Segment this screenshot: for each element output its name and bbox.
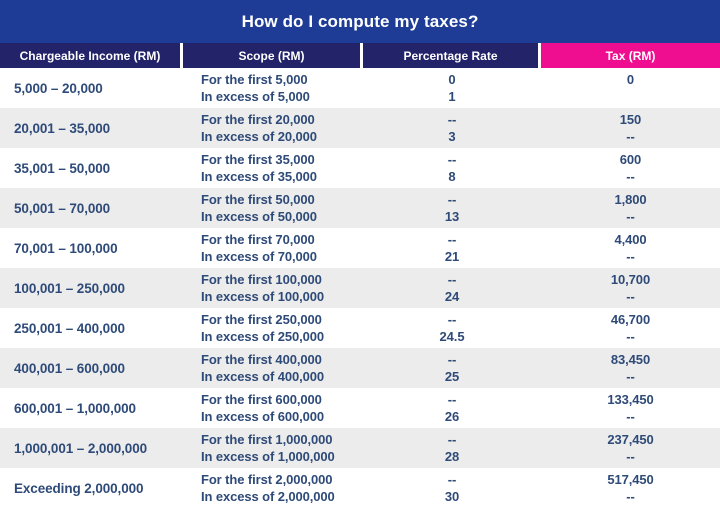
table-row [0, 108, 720, 148]
table-row [0, 148, 720, 188]
tax-line-2: -- [626, 449, 635, 464]
tax-cell [541, 431, 720, 465]
percentage-rate-cell [363, 351, 541, 385]
rate-line-2: 24 [444, 289, 460, 304]
tax-line-2: -- [626, 409, 635, 424]
scope-line-2: In excess of 35,000 [201, 169, 317, 184]
scope-cell [183, 391, 363, 425]
tax-line-1: 133,450 [607, 392, 654, 407]
scope-cell [183, 191, 363, 225]
percentage-rate-cell [363, 311, 541, 345]
income-range-cell: 250,001 – 400,000 [14, 320, 125, 336]
income-range-cell: 20,001 – 35,000 [14, 120, 111, 136]
percentage-rate-cell [363, 151, 541, 185]
tax-line-2: -- [626, 329, 635, 344]
scope-line-2: In excess of 100,000 [201, 289, 325, 304]
table-row [0, 388, 720, 428]
scope-line-1: For the first 2,000,000 [201, 472, 333, 487]
header-percentage-rate: Percentage Rate [363, 43, 541, 68]
scope-cell [183, 71, 363, 105]
tax-cell [541, 231, 720, 265]
scope-line-1: For the first 35,000 [201, 152, 315, 167]
tax-line-2: -- [626, 209, 635, 224]
tax-line-2 [541, 88, 720, 105]
scope-line-2: In excess of 250,000 [201, 329, 325, 344]
percentage-rate-cell [363, 431, 541, 465]
rate-line-1: -- [447, 432, 457, 447]
scope-cell [183, 151, 363, 185]
rate-line-2: 3 [448, 129, 456, 144]
scope-line-1: For the first 5,000 [201, 72, 308, 87]
scope-cell [183, 351, 363, 385]
table-row [0, 188, 720, 228]
table-body [0, 68, 720, 508]
tax-line-2: -- [626, 289, 635, 304]
scope-cell [183, 111, 363, 145]
scope-cell [183, 431, 363, 465]
rate-line-1: -- [447, 392, 457, 407]
scope-line-2: In excess of 2,000,000 [201, 489, 335, 504]
header-chargeable-income: Chargeable Income (RM) [0, 43, 183, 68]
tax-line-1: 517,450 [607, 472, 654, 487]
table-header-row [0, 43, 720, 68]
scope-cell [183, 231, 363, 265]
header-scope: Scope (RM) [183, 43, 363, 68]
tax-cell [541, 111, 720, 145]
tax-cell [541, 151, 720, 185]
tax-line-1: 83,450 [610, 352, 651, 367]
rate-line-2: 21 [444, 249, 460, 264]
scope-line-1: For the first 100,000 [201, 272, 322, 287]
income-range-cell: 1,000,001 – 2,000,000 [14, 440, 148, 456]
rate-line-1: -- [447, 312, 457, 327]
table-row [0, 228, 720, 268]
rate-line-1: -- [447, 472, 457, 487]
table-row [0, 308, 720, 348]
rate-line-2: 8 [448, 169, 456, 184]
tax-line-2: -- [626, 369, 635, 384]
tax-cell [541, 351, 720, 385]
scope-cell [183, 471, 363, 505]
scope-line-1: For the first 1,000,000 [201, 432, 333, 447]
tax-cell [541, 311, 720, 345]
rate-line-1: -- [447, 272, 457, 287]
tax-cell [541, 271, 720, 305]
table-row [0, 348, 720, 388]
scope-cell [183, 271, 363, 305]
table-row [0, 268, 720, 308]
tax-cell [541, 391, 720, 425]
tax-cell [541, 191, 720, 225]
tax-line-1: 4,400 [614, 232, 647, 247]
percentage-rate-cell [363, 271, 541, 305]
scope-line-2: In excess of 70,000 [201, 249, 317, 264]
rate-line-1: -- [447, 192, 457, 207]
rate-line-2: 25 [444, 369, 460, 384]
tax-line-2: -- [626, 249, 635, 264]
scope-cell [183, 311, 363, 345]
rate-line-1: -- [447, 152, 457, 167]
tax-line-2: -- [626, 169, 635, 184]
percentage-rate-cell [363, 191, 541, 225]
income-range-cell: 5,000 – 20,000 [14, 80, 103, 96]
rate-line-1: -- [447, 232, 457, 247]
income-range-cell: 100,001 – 250,000 [14, 280, 125, 296]
rate-line-2: 1 [448, 89, 456, 104]
scope-line-1: For the first 20,000 [201, 112, 315, 127]
rate-line-1: 0 [448, 72, 456, 87]
income-range-cell: 35,001 – 50,000 [14, 160, 111, 176]
scope-line-1: For the first 250,000 [201, 312, 322, 327]
scope-line-2: In excess of 5,000 [201, 89, 310, 104]
tax-line-2: -- [626, 489, 635, 504]
table-row [0, 428, 720, 468]
scope-line-1: For the first 600,000 [201, 392, 322, 407]
table-row [0, 468, 720, 508]
scope-line-1: For the first 400,000 [201, 352, 322, 367]
income-range-cell: 50,001 – 70,000 [14, 200, 111, 216]
income-range-cell: 400,001 – 600,000 [14, 360, 125, 376]
scope-line-2: In excess of 600,000 [201, 409, 325, 424]
percentage-rate-cell [363, 71, 541, 105]
rate-line-2: 30 [444, 489, 460, 504]
income-range-cell: 70,001 – 100,000 [14, 240, 118, 256]
scope-line-1: For the first 50,000 [201, 192, 315, 207]
title-bar [0, 0, 720, 43]
percentage-rate-cell [363, 471, 541, 505]
tax-line-1: 10,700 [610, 272, 651, 287]
tax-line-1: 0 [626, 72, 635, 87]
tax-line-2: -- [626, 129, 635, 144]
header-tax: Tax (RM) [541, 43, 720, 68]
percentage-rate-cell [363, 111, 541, 145]
tax-cell [541, 471, 720, 505]
rate-line-1: -- [447, 352, 457, 367]
tax-line-1: 600 [619, 152, 642, 167]
income-range-cell: Exceeding 2,000,000 [14, 480, 144, 496]
tax-cell [541, 71, 720, 105]
table-row [0, 68, 720, 108]
rate-line-2: 26 [444, 409, 460, 424]
rate-line-2: 13 [444, 209, 460, 224]
percentage-rate-cell [363, 391, 541, 425]
page-title: How do I compute my taxes? [241, 11, 479, 31]
rate-line-2: 28 [444, 449, 460, 464]
percentage-rate-cell [363, 231, 541, 265]
scope-line-2: In excess of 20,000 [201, 129, 317, 144]
income-range-cell: 600,001 – 1,000,000 [14, 400, 136, 416]
scope-line-2: In excess of 50,000 [201, 209, 317, 224]
tax-line-1: 1,800 [614, 192, 647, 207]
tax-line-1: 237,450 [607, 432, 654, 447]
scope-line-2: In excess of 1,000,000 [201, 449, 335, 464]
tax-line-1: 150 [619, 112, 642, 127]
scope-line-1: For the first 70,000 [201, 232, 315, 247]
scope-line-2: In excess of 400,000 [201, 369, 325, 384]
rate-line-2: 24.5 [439, 329, 465, 344]
tax-line-1: 46,700 [610, 312, 651, 327]
rate-line-1: -- [447, 112, 457, 127]
